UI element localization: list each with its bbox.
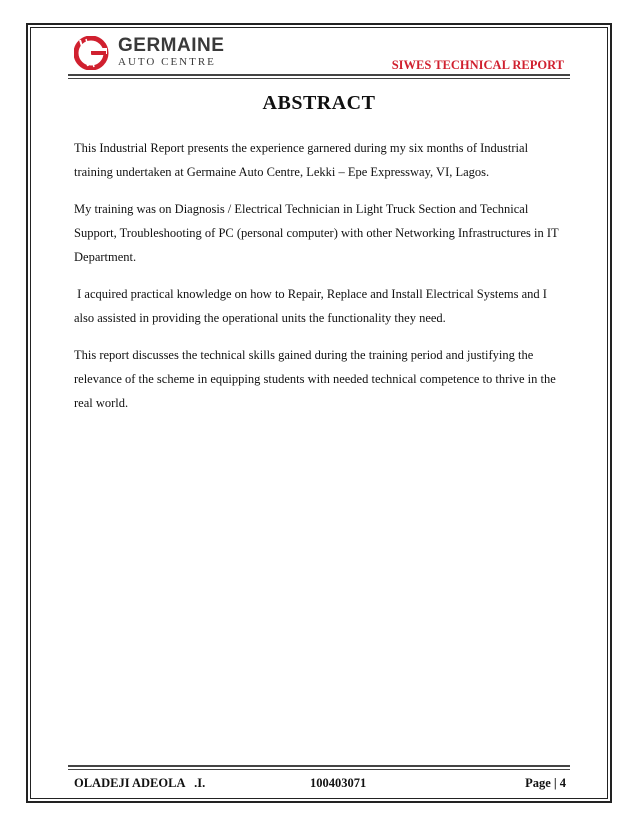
header-divider-thin bbox=[68, 78, 570, 79]
footer-student-id: 100403071 bbox=[310, 776, 367, 790]
germaine-logo-icon bbox=[74, 36, 114, 70]
footer-divider-thin bbox=[68, 769, 570, 770]
abstract-paragraph: This report discusses the technical skills gained during the training period and justifying the relevance of the scheme in equipping students with needed technical competence to thrive in the real world. bbox=[74, 348, 556, 410]
report-header-title: SIWES TECHNICAL REPORT bbox=[391, 58, 564, 72]
footer-divider bbox=[68, 765, 570, 767]
logo-wordmark: GERMAINE bbox=[118, 35, 225, 56]
page-title: ABSTRACT bbox=[262, 92, 376, 114]
abstract-paragraph: This Industrial Report presents the experience garnered during my six months of Industrial training undertaken at Germaine Auto Centre, Lekki – Epe Expressway, VI, Lagos. bbox=[74, 141, 529, 179]
footer-page-number: Page | 4 bbox=[525, 776, 566, 790]
abstract-paragraph: My training was on Diagnosis / Electrical Technician in Light Truck Section and Technical Support, Troubleshooting of PC (personal computer) with other Networking Infrastructures in IT Department. bbox=[74, 202, 559, 264]
footer-author: OLADEJI ADEOLA .I. bbox=[74, 776, 206, 790]
abstract-body bbox=[74, 136, 570, 428]
abstract-paragraph: I acquired practical knowledge on how to Repair, Replace and Install Electrical Systems and I also assisted in providing the operational units the functionality they need. bbox=[74, 287, 551, 325]
header-divider bbox=[68, 74, 570, 76]
germaine-logo bbox=[74, 34, 224, 74]
logo-subtitle: AUTO CENTRE bbox=[118, 56, 216, 68]
